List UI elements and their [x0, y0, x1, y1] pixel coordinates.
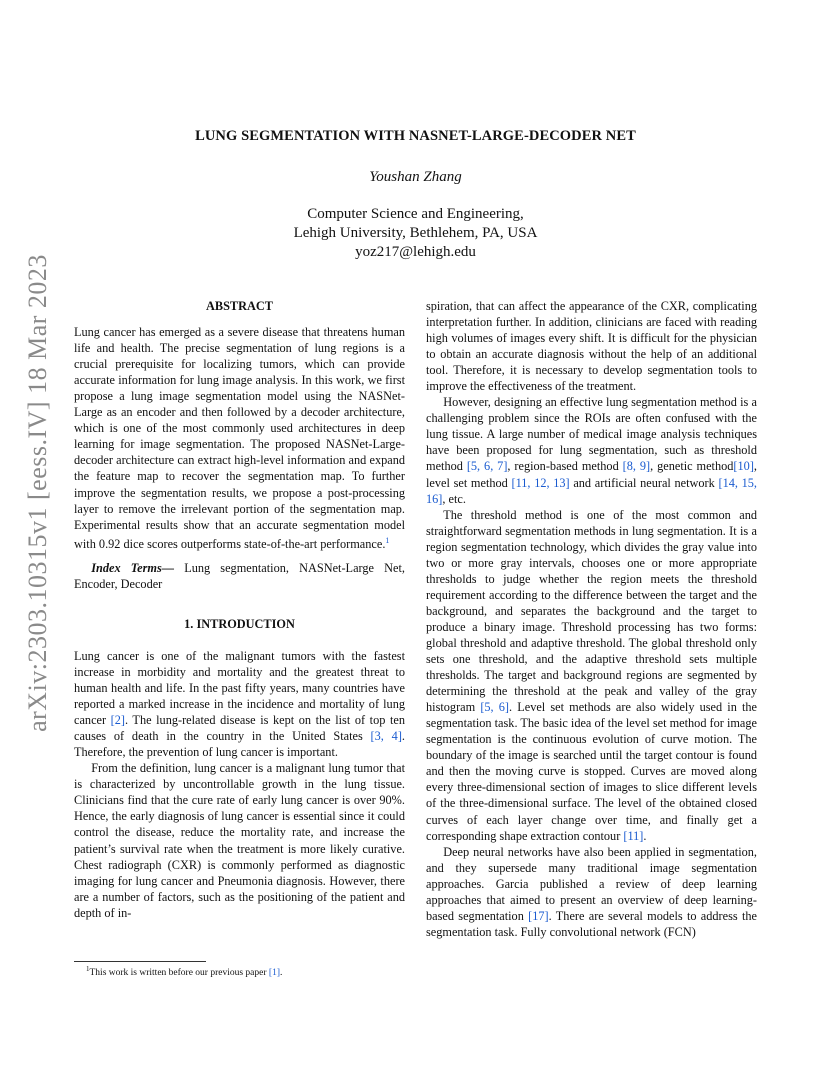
citation-link[interactable]: [5, 6]	[480, 700, 510, 715]
citation-link[interactable]: [17]	[528, 908, 549, 923]
citation-link[interactable]: [2]	[110, 713, 125, 728]
footnote-mark: 1	[86, 965, 90, 973]
paper-author: Youshan Zhang	[369, 169, 462, 185]
right-column	[426, 298, 757, 940]
text-run: . The lung-related disease is kept on the list of top ten causes of death in the country in the United States	[74, 713, 405, 744]
footnote-rule	[74, 961, 206, 962]
abstract-text	[74, 324, 405, 552]
affiliation-line: Lehigh University, Bethlehem, PA, USA	[293, 225, 538, 241]
text-run: , etc.	[442, 491, 466, 506]
footnote-link[interactable]: 1	[385, 535, 390, 545]
right-paragraph-3	[426, 507, 757, 844]
text-run: and artificial neural network	[569, 475, 719, 490]
citation-link[interactable]: [11, 12, 13]	[511, 475, 570, 490]
footnote-text: This work is written before our previous paper	[89, 968, 269, 979]
text-run: The threshold method is one of the most common and straightforward segmentation methods in lung segmentation. It is a region segmentation technology, which divides the gray value into two or more gray intervals, chooses one or more appropriate thresholds to judge whether the region meets the threshold requirement according to the difference between the target and the background, and separates the background and the target to produce a binary image. Threshold processing has two forms: global threshold and adaptive threshold. The global threshold only sets one threshold, and the adaptive threshold sets multiple thresholds. The target and background regions are segmented by determining the threshold at the peak and valley of the gray histogram	[426, 507, 757, 715]
citation-link[interactable]: [5, 6, 7]	[466, 459, 508, 474]
intro-paragraph-1	[74, 648, 405, 760]
right-paragraph-4	[426, 844, 757, 940]
text-run: . Level set methods are also widely used in the segmentation task. The basic idea of the level set method for image segmentation is the continuous evolution of curve motion. The boundary of the image is searched until the target contour is found and then the moving curve is stopped. Curves are moved along every three-dimensional section of images to slice different levels of the three-dimensional surface. The level of the obtained closed curves of each layer change over time, and finally get a corresponding shape extraction contour	[426, 700, 758, 843]
index-terms	[74, 560, 405, 592]
text-run: Lung cancer is one of the malignant tumors with the fastest increase in morbidity and mortality and the greatest threat to human health and life. In the past fifty years, many countries have reported a marked increase in the incidence and mortality of lung cancer	[74, 648, 405, 728]
affiliation-line: Computer Science and Engineering,	[307, 206, 524, 222]
text-run: , genetic method	[650, 459, 734, 474]
text-run: , level set method	[426, 459, 757, 490]
footnote	[86, 965, 282, 978]
citation-link[interactable]: [10]	[733, 459, 754, 474]
arxiv-identifier-stamp	[19, 254, 57, 732]
left-column	[74, 298, 405, 921]
index-terms-label: Index Terms—	[91, 560, 175, 575]
author-affiliation	[74, 205, 757, 262]
text-run: However, designing an effective lung segmentation method is a challenging problem since the ROIs are often confused with the lung tissue. A large number of medical image analysis techniques have been proposed for lung segmentation, such as threshold method	[426, 395, 757, 474]
intro-paragraph-2: From the definition, lung cancer is a malignant lung tumor that is characterized by uncontrollable growth in the lung tissue. Clinicians find that the cure rate of early lung cancer is over 90%. Hence, the early diagnosis of lung cancer is essential since it could control the disease, reduce the mortality rate, and increase the patient’s survival rate when the treatment is more likely curative. Chest radiograph (CXR) is commonly performed as diagnostic imaging for lung cancer and Pneumonia diagnosis. However, there are a number of factors, such as the positioning of the patient and depth of in-	[74, 761, 405, 920]
text-run: Deep neural networks have also been applied in segmentation, and they supersede many traditional image segmentation approaches. Garcia published a review of deep learning approaches that aimed to present an overview of deep learning-based segmentation	[426, 844, 757, 923]
citation-link[interactable]: [1]	[268, 968, 280, 979]
arxiv-stamp-text: arXiv:2303.10315v1 [eess.IV] 18 Mar 2023	[23, 254, 52, 732]
abstract-body: Lung cancer has emerged as a severe disease that threatens human life and health. The precise segmentation of lung regions is a crucial prerequisite for localizing tumors, which can provide accurate information for lung image analysis. In this work, we first propose a lung image segmentation model using the NASNet-Large as an encoder and then followed by a decoder architecture, which is one of the most commonly used architectures in deep learning for image segmentation. The proposed NASNet-Large-decoder architecture can extract high-level information and expand the feature map to recover the segmentation map. To further improve the segmentation results, we propose a post-processing layer to remove the irrelevant portion of the segmentation map. Experimental results show that an accurate segmentation model with 0.92 dice scores outperforms state-of-the-art performance.	[74, 325, 405, 551]
right-paragraph-2	[426, 394, 757, 506]
citation-link[interactable]: [3, 4]	[370, 729, 402, 744]
text-run: . Therefore, the prevention of lung cancer is important.	[74, 729, 405, 760]
section-heading-introduction: 1. INTRODUCTION	[184, 616, 295, 631]
abstract-heading: ABSTRACT	[206, 299, 273, 313]
text-run: .	[279, 968, 283, 979]
text-run: , region-based method	[507, 459, 623, 474]
paper-title: LUNG SEGMENTATION WITH NASNET-LARGE-DECODER NET	[195, 128, 636, 144]
citation-link[interactable]: [11]	[623, 828, 644, 843]
citation-link[interactable]: [8, 9]	[622, 459, 651, 474]
citation-link[interactable]: [14, 15, 16]	[426, 475, 758, 506]
text-run: . There are several models to address the segmentation task. Fully convolutional network (FCN)	[426, 908, 757, 939]
author-email: yoz217@lehigh.edu	[355, 244, 476, 260]
index-terms-text: Lung segmentation, NASNet-Large Net, Encoder, Decoder	[74, 560, 405, 591]
text-run: .	[643, 828, 647, 843]
right-paragraph-1: spiration, that can affect the appearance of the CXR, complicating interpretation further. In addition, clinicians are faced with reading high volumes of images every shift. It is difficult for the physician to obtain an accurate diagnosis without the help of an additional tool. Therefore, it is necessary to develop segmentation tools to improve the effectiveness of the treatment.	[426, 299, 757, 394]
